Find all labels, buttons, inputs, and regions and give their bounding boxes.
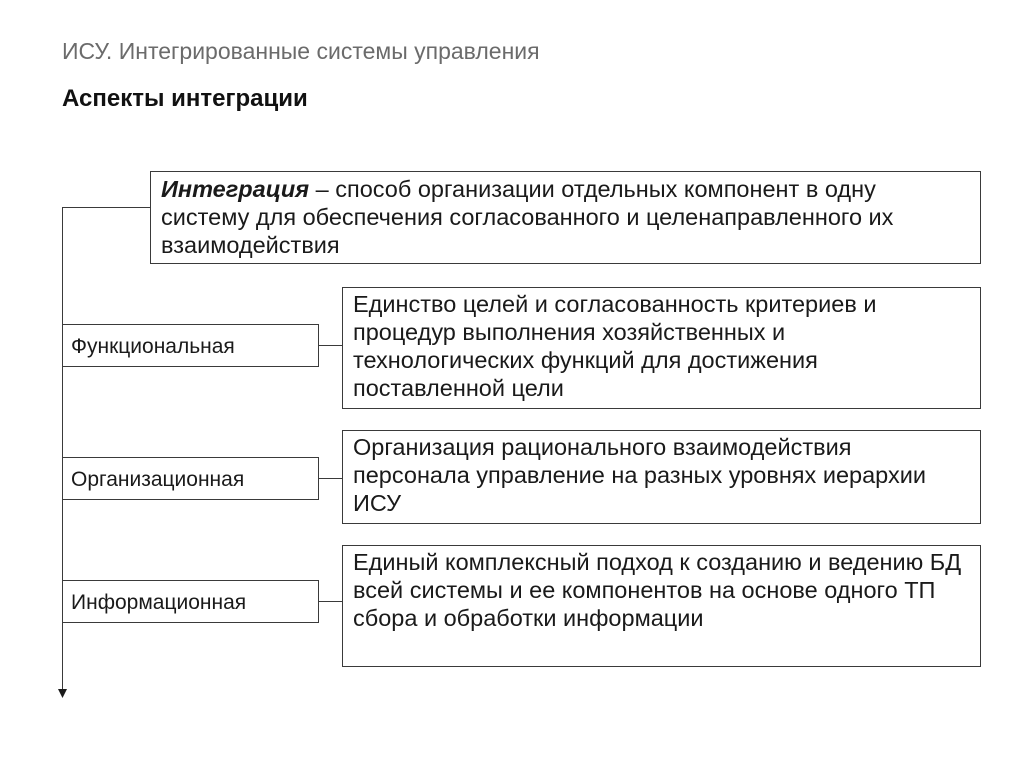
aspect-description-functional: Единство целей и согласованность критериев и процедур выполнения хозяйственных и технологических функций для достижения поставленной цели	[342, 287, 981, 409]
definition-text: – способ организации отдельных компонент в одну систему для обеспечения согласованного и целенаправленного их взаимодействия	[161, 176, 894, 258]
aspect-description-organizational: Организация рационального взаимодействия персонала управление на разных уровнях иерархии ИСУ	[342, 430, 981, 524]
aspect-label-informational: Информационная	[62, 580, 319, 623]
aspect-description-informational: Единый комплексный подход к созданию и ведению БД всей системы и ее компонентов на основе одного ТП сбора и обработки информации	[342, 545, 981, 667]
arrow-down-icon	[58, 689, 67, 698]
definition-box	[150, 171, 981, 264]
page-subtitle: ИСУ. Интегрированные системы управления	[62, 38, 540, 64]
aspect-label-functional: Функциональная	[62, 324, 319, 367]
aspect-label-organizational: Организационная	[62, 457, 319, 500]
page-title: Аспекты интеграции	[62, 85, 308, 112]
definition-term: Интеграция	[161, 176, 310, 202]
